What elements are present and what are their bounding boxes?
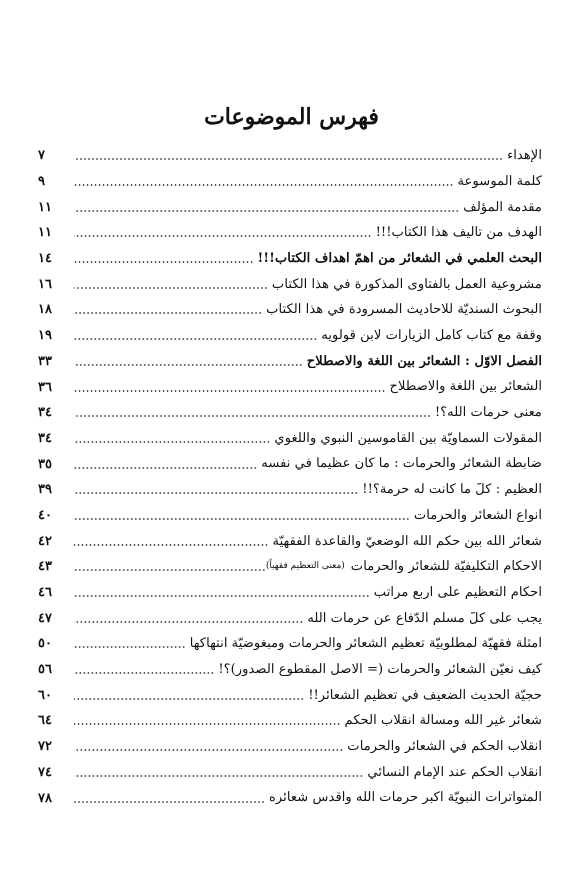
toc-entry (38, 682, 542, 708)
toc-entry-page-number: ٣٣ (38, 353, 52, 369)
toc-entry (38, 785, 542, 811)
toc-entry-page-number: ٣٤ (38, 405, 52, 421)
toc-entry-page-number: ٤٢ (38, 533, 52, 549)
toc-entry-title: الشعائر بين اللغة والاصطلاح (389, 380, 542, 394)
toc-entry-title: شعائر غير الله ومسألة انقلاب الحكم (344, 714, 542, 728)
toc-entry-title: انقلاب الحكم في الشعائر والحرمات (347, 740, 542, 754)
toc-entry (38, 657, 542, 683)
toc-entry (38, 143, 542, 169)
toc-entry (38, 374, 542, 400)
dot-leader (74, 544, 269, 546)
toc-entry-title: ضابطة الشعائر والحرمات : ما كان عظيماً في نفسه (261, 457, 542, 471)
toc-entry-title: يجب على كلّ مسلم الدّفاع عن حرمات الله (307, 611, 542, 625)
dot-leader (74, 621, 303, 623)
toc-entry (38, 400, 542, 426)
dot-leader (74, 441, 270, 443)
dot-leader (74, 235, 372, 237)
dot-leader (74, 312, 262, 314)
toc-entry (38, 220, 542, 246)
toc-entry-title: البحوث السنديّة للأحاديث المسرودة في هذا الكتاب (266, 303, 542, 317)
toc-entry-title: العظيم : كلّ ما كانت له حرمة؟!! (362, 483, 542, 497)
dot-leader (74, 184, 454, 186)
dot-leader (74, 595, 370, 597)
toc-entry (38, 734, 542, 760)
toc-entry (38, 708, 542, 734)
dot-leader (74, 723, 341, 725)
toc-entry-page-number: ٧٢ (38, 739, 52, 755)
toc-entry-page-number: ٥٠ (38, 636, 52, 652)
toc-entry (38, 554, 542, 580)
toc-entry-title: مشروعية العمل بالفتاوى المذكورة في هذا الكتاب (271, 277, 542, 291)
toc-entry-note: (معنى التعظيم فقهياً) (265, 561, 345, 572)
toc-entry-page-number: ٥٦ (38, 662, 52, 678)
toc-entry-page-number: ٧٤ (38, 764, 52, 780)
toc-entry-page-number: ٧٨ (38, 790, 52, 806)
toc-entry-page-number: ٣٩ (38, 482, 52, 498)
toc-entry-title: الأحكام التكليفيّة للشعائر والحرمات (350, 560, 542, 574)
toc-entry (38, 605, 542, 631)
dot-leader (74, 518, 410, 520)
toc-entry-title: الهدف من تأليف هذا الكتاب!!! (375, 226, 542, 240)
toc-entry-title: مقدمة المؤلف (463, 200, 542, 214)
toc-entry (38, 528, 542, 554)
dot-leader (74, 364, 303, 366)
toc-entry (38, 297, 542, 323)
toc-entry (38, 477, 542, 503)
toc-entry-page-number: ١١ (38, 199, 52, 215)
toc-entry (38, 271, 542, 297)
dot-leader (74, 749, 343, 751)
dot-leader (74, 338, 317, 340)
dot-leader (74, 801, 265, 803)
toc-entry-page-number: ٣٥ (38, 456, 52, 472)
dot-leader (74, 415, 431, 417)
dot-leader (74, 569, 266, 571)
dot-leader (74, 492, 358, 494)
dot-leader (74, 467, 257, 469)
dot-leader (74, 672, 214, 674)
toc-entry (38, 760, 542, 786)
toc-entry-title: كيف نعيّن الشعائر والحرمات (= الأصل المقطوع الصدور)؟! (218, 662, 542, 677)
toc-entry-page-number: ١٨ (38, 302, 52, 318)
toc-entry-page-number: ٣٦ (38, 379, 52, 395)
table-of-contents (38, 143, 542, 811)
dot-leader (74, 158, 503, 160)
dot-leader (74, 261, 254, 263)
toc-entry-title: معنى حرمات الله؟! (434, 406, 542, 420)
toc-entry (38, 349, 542, 375)
toc-entry (38, 451, 542, 477)
dot-leader (74, 698, 304, 700)
toc-entry (38, 323, 542, 349)
dot-leader (74, 210, 459, 212)
toc-entry (38, 194, 542, 220)
toc-entry-page-number: ٤٦ (38, 585, 52, 601)
toc-entry-title: الفصل الأوّل : الشعائر بين اللغة والاصطلاح (306, 354, 542, 368)
toc-entry-page-number: ٩ (38, 174, 45, 190)
toc-entry-page-number: ٤٠ (38, 507, 52, 523)
toc-entry-page-number: ١٩ (38, 328, 52, 344)
toc-entry (38, 631, 542, 657)
toc-entry-title: وقفة مع كتاب كامل الزيارات لابن قولويه (321, 329, 542, 343)
toc-entry (38, 169, 542, 195)
dot-leader (74, 390, 386, 392)
toc-entry (38, 246, 542, 272)
toc-entry-title: أمثلة فقهيّة لمطلوبيّة تعظيم الشعائر والحرمات ومبغوضيّة انتهاكها (189, 637, 542, 651)
toc-entry-page-number: ١٦ (38, 276, 52, 292)
toc-entry-page-number: ٤٧ (38, 610, 52, 626)
toc-entry-page-number: ٧ (38, 148, 45, 164)
toc-entry-title: أنواع الشعائر والحرمات (413, 508, 542, 523)
toc-entry-title: أحكام التعظيم على أربع مراتب (373, 585, 542, 600)
dot-leader (74, 775, 363, 777)
toc-entry-title: كلمة الموسوعة (457, 174, 542, 189)
toc-entry (38, 503, 542, 529)
toc-entry-page-number: ٦٠ (38, 687, 52, 703)
toc-entry-title: المقولات السماويّة بين القاموسين النبوي واللغوي (274, 431, 542, 445)
toc-entry-title: البحث العلمي في الشعائر من أهمّ أهداف الكتاب!!! (257, 251, 542, 266)
toc-entry (38, 426, 542, 452)
toc-entry-page-number: ٣٤ (38, 430, 52, 446)
toc-entry-page-number: ٦٤ (38, 713, 52, 729)
toc-entry (38, 580, 542, 606)
toc-entry-page-number: ١١ (38, 225, 52, 241)
page-title: فهرس الموضوعات (204, 104, 379, 130)
dot-leader (74, 646, 186, 648)
toc-entry-page-number: ٤٣ (38, 559, 52, 575)
toc-entry-title: حجيّة الحديث الضعيف في تعظيم الشعائر!! (308, 688, 542, 702)
toc-entry-title: المتواترات النبويّة أكبر حرمات الله وأقدس شعائره (268, 791, 542, 805)
toc-entry-title: شعائر الله بين حكم الله الوضعيّ والقاعدة الفقهيّة (272, 534, 542, 548)
toc-entry-title: انقلاب الحكم عند الإمام النسائي (367, 765, 542, 779)
toc-entry-title: الإهداء (507, 149, 542, 163)
dot-leader (74, 287, 268, 289)
toc-entry-page-number: ١٤ (38, 251, 52, 267)
